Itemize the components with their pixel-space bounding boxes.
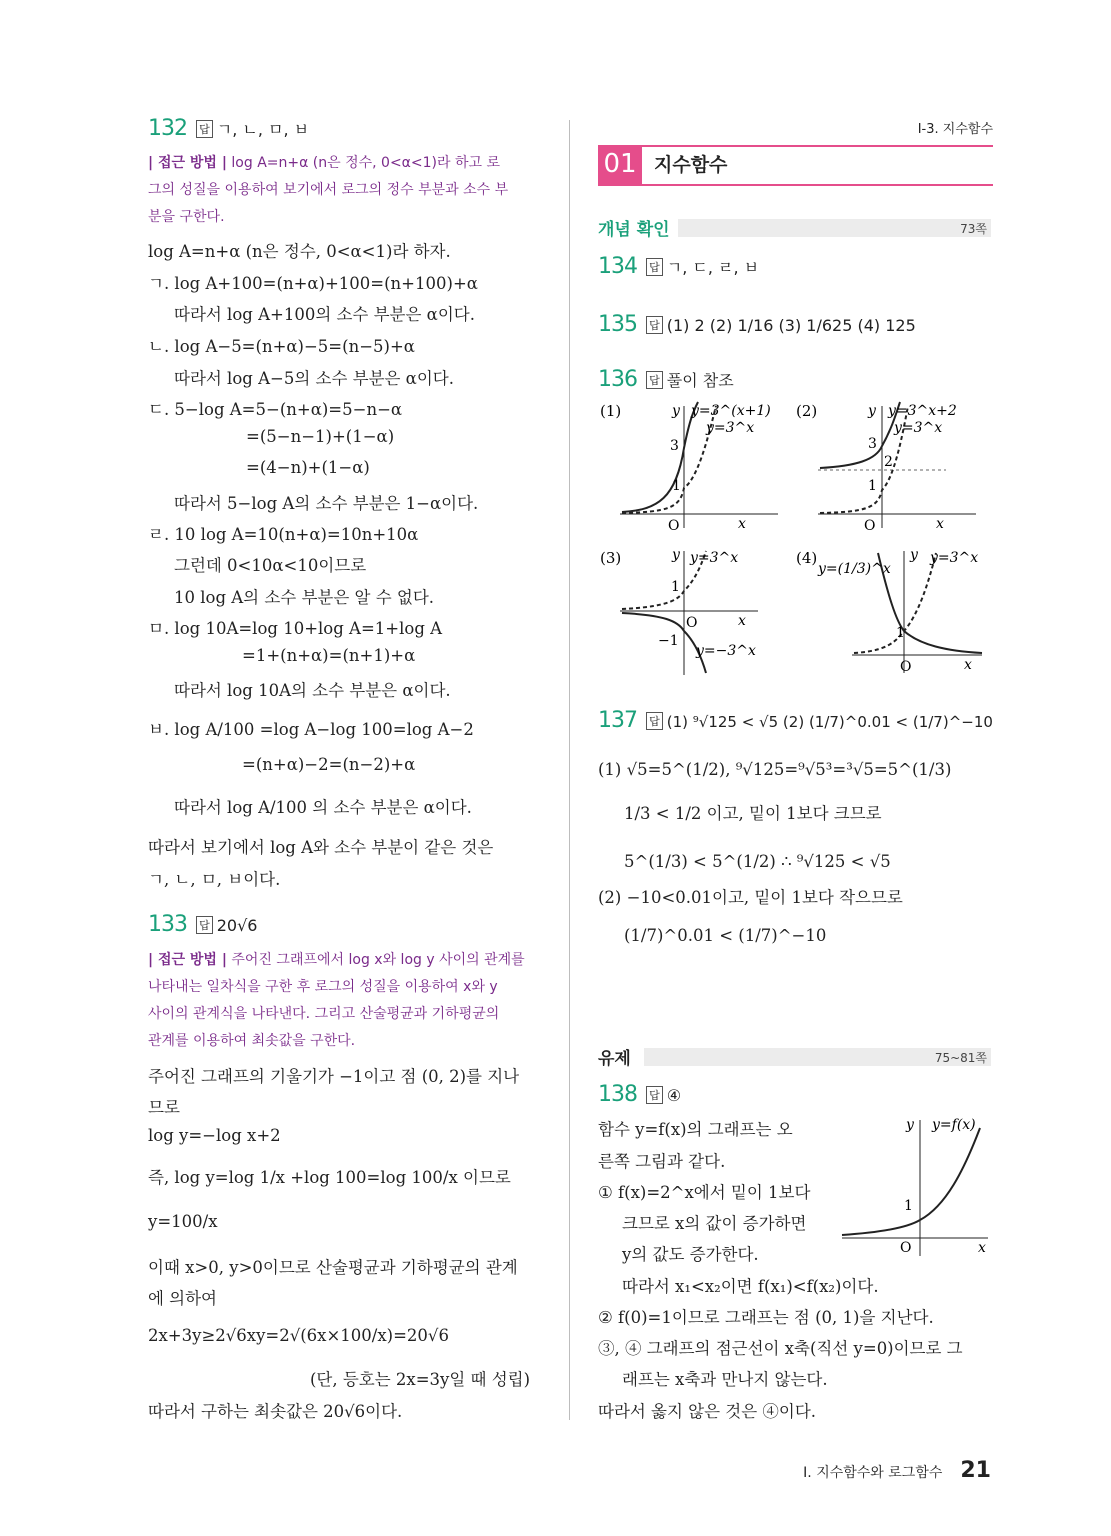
solution-line: ③, ④ 그래프의 점근선이 x축(직선 y=0)이므로 그 xyxy=(598,1339,963,1358)
origin-label: O xyxy=(864,518,876,534)
solution-line: ㄴ. log A−5=(n+α)−5=(n−5)+α xyxy=(148,337,415,356)
graph-136-4 xyxy=(796,545,992,681)
solution-line: ㄹ. 10 log A=10(n+α)=10n+10α xyxy=(148,525,419,544)
axis-label: y xyxy=(868,403,876,419)
answer-text: 풀이 참조 xyxy=(666,371,734,390)
page-footer xyxy=(803,1458,991,1483)
problem-number: 132 xyxy=(148,116,187,141)
problem-134-heading xyxy=(598,254,759,279)
page-number: 21 xyxy=(960,1458,991,1483)
solution-line: log A=n+α (n은 정수, 0<α<1)라 하자. xyxy=(148,242,451,261)
axis-label: x xyxy=(738,613,746,629)
curve-3-x-plus-1 xyxy=(622,402,698,512)
practice-label: 유제 xyxy=(598,1049,631,1069)
solution-line: 주어진 그래프의 기울기가 −1이고 점 (0, 2)를 지나 xyxy=(148,1067,520,1086)
answer-mark: 답 xyxy=(646,258,663,276)
page-range: 75~81쪽 xyxy=(934,1051,987,1065)
answer-text: (1) ⁹√125 < √5 (2) (1/7)^0.01 < (1/7)^−10 xyxy=(666,713,993,731)
answer-mark: 답 xyxy=(646,316,663,334)
axis-label: y xyxy=(910,547,918,563)
curve-one-third-x xyxy=(878,553,982,653)
tick-label: 3 xyxy=(868,436,877,452)
solution-line: 즉, log y=log 1/x +log 100=log 100/x 이므로 xyxy=(148,1168,511,1187)
solution-line: 에 의하여 xyxy=(148,1289,218,1308)
curve-label: y=(1/3)^x xyxy=(818,561,891,577)
section-number: 01 xyxy=(598,145,642,184)
problem-136-heading xyxy=(598,367,734,392)
tick-label: 1 xyxy=(672,478,681,494)
solution-line: 따라서 구하는 최솟값은 20√6이다. xyxy=(148,1402,403,1421)
answer-text: ④ xyxy=(666,1086,682,1105)
solution-line: 따라서 log A+100의 소수 부분은 α이다. xyxy=(174,305,475,324)
axis-label: y xyxy=(906,1117,914,1133)
problem-137-heading xyxy=(598,708,993,733)
curve-label: y=3^x xyxy=(930,550,979,566)
origin-label: O xyxy=(900,1240,912,1256)
curve-label: y=−3^x xyxy=(696,643,756,659)
approach-label: | 접근 방법 | xyxy=(148,155,227,171)
section-title: 지수함수 xyxy=(654,154,728,176)
solution-line: 므로 xyxy=(148,1098,180,1117)
page-range: 73쪽 xyxy=(960,222,987,236)
solution-line: 따라서 옳지 않은 것은 ④이다. xyxy=(598,1402,817,1421)
solution-line: ㄱ. log A+100=(n+α)+100=(n+100)+α xyxy=(148,274,478,293)
tick-label: 1 xyxy=(671,579,680,595)
solution-line: 10 log A의 소수 부분은 알 수 없다. xyxy=(174,588,435,607)
solution-line: 1/3 < 1/2 이고, 밑이 1보다 크므로 xyxy=(624,804,882,823)
solution-line: 래프는 x축과 만나지 않는다. xyxy=(622,1370,828,1389)
axis-label: x xyxy=(738,516,746,532)
problem-135-heading xyxy=(598,312,916,337)
graph-138 xyxy=(838,1110,993,1260)
graph-136-3 xyxy=(598,545,788,681)
problem-138-heading xyxy=(598,1082,681,1107)
axis-label: x xyxy=(936,516,944,532)
graph-tag: (4) xyxy=(796,549,818,567)
solution-line: 따라서 log 10A의 소수 부분은 α이다. xyxy=(174,681,451,700)
solution-line: 따라서 log A/100 의 소수 부분은 α이다. xyxy=(174,798,472,817)
solution-line: 따라서 log A−5의 소수 부분은 α이다. xyxy=(174,369,454,388)
problem-133-heading xyxy=(148,912,257,937)
answer-mark: 답 xyxy=(196,916,213,934)
solution-line: 그런데 0<10α<10이므로 xyxy=(174,556,367,575)
tick-label: 1 xyxy=(896,625,905,641)
graph-136-1 xyxy=(598,398,788,534)
answer-text: (1) 2 (2) 1/16 (3) 1/625 (4) 125 xyxy=(666,316,916,335)
solution-line: ㅂ. log A/100 =log A−log 100=log A−2 xyxy=(148,720,474,739)
answer-text: 20√6 xyxy=(216,916,258,935)
approach-label: | 접근 방법 | xyxy=(148,952,227,968)
solution-line: 따라서 보기에서 log A와 소수 부분이 같은 것은 xyxy=(148,838,494,857)
solution-line: 2x+3y≥2√6xy=2√(6x×100/x)=20√6 xyxy=(148,1326,449,1345)
curve-f xyxy=(842,1128,980,1235)
solution-line: (1) √5=5^(1/2), ⁹√125=⁹√5³=³√5=5^(1/3) xyxy=(598,760,952,779)
axis-label: y xyxy=(672,547,680,563)
solution-line: ㄷ. 5−log A=5−(n+α)=5−n−α xyxy=(148,400,403,419)
column-divider xyxy=(569,120,570,1420)
curve-label: y=3^x xyxy=(690,550,739,566)
problem-number: 138 xyxy=(598,1082,637,1107)
graph-tag: (1) xyxy=(600,402,622,420)
tick-label: 2 xyxy=(884,454,893,470)
problem-number: 136 xyxy=(598,367,637,392)
problem-number: 134 xyxy=(598,254,637,279)
answer-mark: 답 xyxy=(196,120,213,138)
tick-label: −1 xyxy=(658,633,679,649)
practice-band xyxy=(598,1046,991,1068)
concept-label: 개념 확인 xyxy=(598,220,670,240)
solution-line: (단, 등호는 2x=3y일 때 성립) xyxy=(310,1370,531,1389)
problem-number: 135 xyxy=(598,312,637,337)
origin-label: O xyxy=(900,659,912,675)
solution-line: 5^(1/3) < 5^(1/2) ∴ ⁹√125 < √5 xyxy=(624,852,891,871)
solution-line: ② f(0)=1이므로 그래프는 점 (0, 1)을 지난다. xyxy=(598,1308,934,1327)
problem-number: 137 xyxy=(598,708,637,733)
curve-label: y=3^x+2 xyxy=(888,403,957,419)
answer-mark: 답 xyxy=(646,1086,663,1104)
axis-label: x xyxy=(978,1240,986,1256)
solution-line: (2) −10<0.01이고, 밑이 1보다 작으므로 xyxy=(598,888,903,907)
solution-line: (1/7)^0.01 < (1/7)^−10 xyxy=(624,926,827,945)
concept-band xyxy=(598,217,991,239)
answer-text: ㄱ, ㄴ, ㅁ, ㅂ xyxy=(216,120,310,139)
footer-chapter: Ⅰ. 지수함수와 로그함수 xyxy=(803,1465,943,1481)
solution-line: ㅁ. log 10A=log 10+log A=1+log A xyxy=(148,619,443,638)
problem-number: 133 xyxy=(148,912,187,937)
tick-label: 3 xyxy=(670,438,679,454)
origin-label: O xyxy=(668,518,680,534)
chapter-header: Ⅰ-3. 지수함수 xyxy=(917,122,993,137)
solution-line: 따라서 x₁<x₂이면 f(x₁)<f(x₂)이다. xyxy=(622,1277,879,1296)
approach-133: | 접근 방법 | 주어진 그래프에서 log x와 log y 사이의 관계를 나타내는 일차식을 구한 후 로그의 성질을 이용하여 x와 y 사이의 관계식을 나타낸다. 그리고 산술평균과 기하평균의 관계를 이용하여 최솟값을 구한다. xyxy=(148,952,525,1049)
solution-line: ㄱ, ㄴ, ㅁ, ㅂ이다. xyxy=(148,870,281,889)
axis-label: x xyxy=(964,657,972,673)
solution-line: =(n+α)−2=(n−2)+α xyxy=(242,755,416,774)
problem-132-heading xyxy=(148,116,309,141)
origin-label: O xyxy=(686,615,698,631)
approach-132: | 접근 방법 | log A=n+α (n은 정수, 0<α<1)라 하고 로 그의 성질을 이용하여 보기에서 로그의 정수 부분과 소수 부 분을 구한다. xyxy=(148,155,509,225)
tick-label: 1 xyxy=(904,1198,913,1214)
solution-line: 따라서 5−log A의 소수 부분은 1−α이다. xyxy=(174,494,479,513)
answer-mark: 답 xyxy=(646,371,663,389)
answer-mark: 답 xyxy=(646,712,663,730)
answer-text: ㄱ, ㄷ, ㄹ, ㅂ xyxy=(666,258,760,277)
tick-label: 1 xyxy=(868,478,877,494)
solution-line: 이때 x>0, y>0이므로 산술평균과 기하평균의 관계 xyxy=(148,1258,518,1277)
graph-136-2 xyxy=(796,398,992,534)
curve-label: y=3^(x+1) xyxy=(691,403,771,419)
solution-line: 른쪽 그림과 같다. xyxy=(598,1152,726,1171)
solution-line: log y=−log x+2 xyxy=(148,1126,281,1145)
curve-3-x xyxy=(622,406,716,513)
solution-line: =(4−n)+(1−α) xyxy=(246,458,370,477)
solution-line: 크므로 x의 값이 증가하면 xyxy=(622,1214,807,1233)
curve-label: y=f(x) xyxy=(932,1117,976,1133)
solution-line: ① f(x)=2^x에서 밑이 1보다 xyxy=(598,1183,811,1202)
curve-label: y=3^x xyxy=(894,420,943,436)
solution-line: y의 값도 증가한다. xyxy=(622,1245,759,1264)
solution-line: y=100/x xyxy=(148,1212,218,1231)
graph-tag: (3) xyxy=(600,549,622,567)
solution-line: 함수 y=f(x)의 그래프는 오 xyxy=(598,1120,793,1139)
graph-tag: (2) xyxy=(796,402,818,420)
solution-line: =(5−n−1)+(1−α) xyxy=(246,427,395,446)
solution-line: =1+(n+α)=(n+1)+α xyxy=(242,646,416,665)
curve-label: y=3^x xyxy=(706,420,755,436)
axis-label: y xyxy=(672,403,680,419)
